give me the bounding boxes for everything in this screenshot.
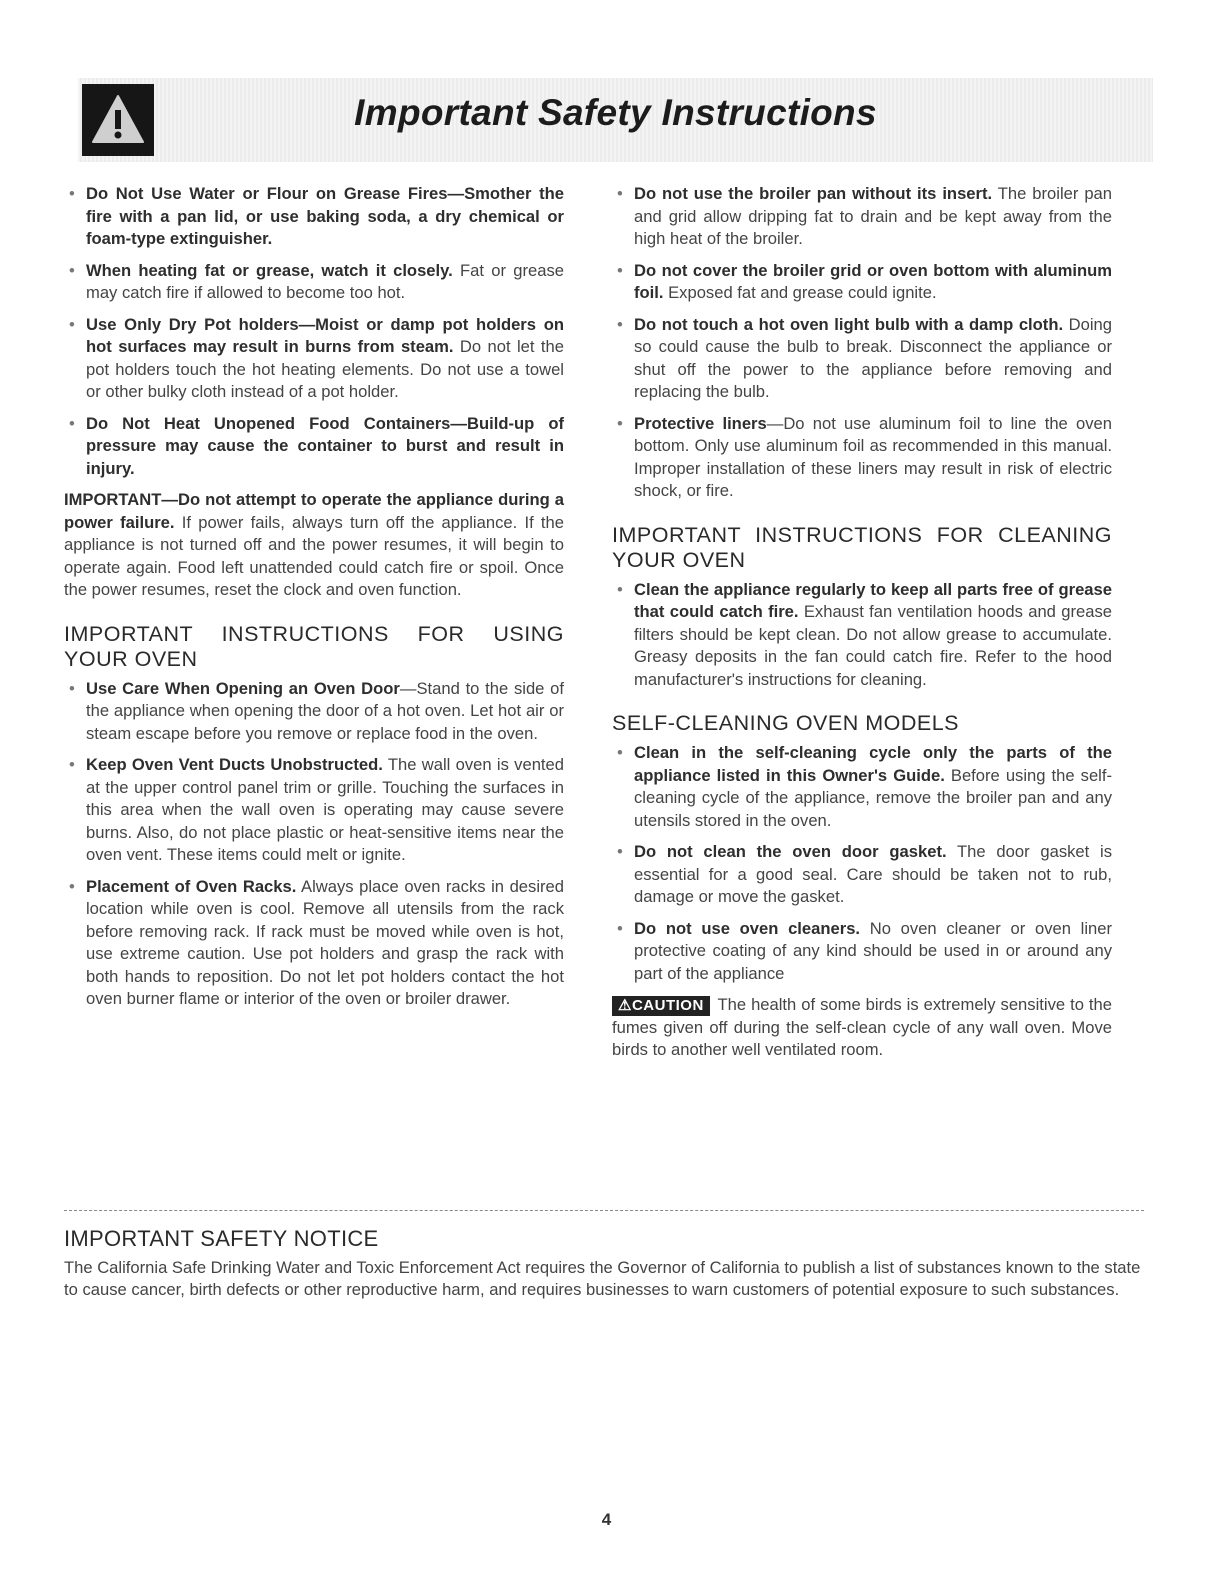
- left-column: [64, 183, 564, 1020]
- list-item: • Do not use oven cleaners. No oven cleaner or oven liner protective coating of any kind should be used in or around any part of the appliance: [617, 918, 1113, 983]
- list-item: • When heating fat or grease, watch it closely. Fat or grease may catch fire if allowed to become too hot.: [69, 260, 564, 302]
- page-title: Important Safety Instructions: [354, 92, 877, 133]
- list-item: • Keep Oven Vent Ducts Unobstructed. The wall oven is vented at the upper control panel trim or grille. Touching the surfaces in this area when the wall oven is operating may cause severe burns. Also, do not place plastic or heat-sensitive items near the oven vent. These items could melt or ignite.: [69, 755, 565, 864]
- cleaning-list: [612, 579, 1112, 692]
- list-item: • Do not clean the oven door gasket. The door gasket is essential for a good seal. Care should be taken not to rub, damage or move the gasket.: [617, 842, 1112, 906]
- list-item: • Placement of Oven Racks. Always place oven racks in desired location while oven is cool. Remove all utensils from the rack before removing rack. If rack must be moved while oven is hot, use extreme caution. Use pot holders and grasp the rack with both hands to reposition. Do not let pot holders contact the hot oven burner flame or interior of the oven or broiler drawer.: [69, 876, 564, 1008]
- self-clean-list: [612, 742, 1112, 985]
- page-number: 4: [601, 1510, 612, 1529]
- using-section-heading: IMPORTANT INSTRUCTIONS FOR USING YOUR OVEN: [64, 621, 564, 671]
- list-item: • Clean in the self-cleaning cycle only the parts of the appliance listed in this Owner's Guide. Before using the self-cleaning cycle of the appliance, remove the broiler pan and any utensils stored in the oven.: [617, 743, 1113, 830]
- caution-triangle-icon: ⚠: [618, 997, 632, 1014]
- list-item: • Do Not Use Water or Flour on Grease Fires—Smother the fire with a pan lid, or use baking soda, a dry chemical or foam-type extinguisher.: [69, 184, 564, 248]
- cleaning-section-heading: IMPORTANT INSTRUCTIONS FOR CLEANING YOUR OVEN: [612, 522, 1112, 572]
- list-item: • Do not use the broiler pan without its insert. The broiler pan and grid allow dripping fat to drain and be kept away from the high heat of the broiler.: [617, 184, 1113, 248]
- list-item: • Protective liners—Do not use aluminum foil to line the oven bottom. Only use aluminum foil as recommended in this manual. Improper installation of these liners may result in risk of electric shock, or fire.: [617, 413, 1112, 500]
- list-item: • Use Only Dry Pot holders—Moist or damp pot holders on hot surfaces may result in burns from steam. Do not let the pot holders touch the hot heating elements. Do not use a towel or other bulky cloth instead of a pot holder.: [69, 314, 564, 401]
- power-failure-paragraph: IMPORTANT—Do not attempt to operate the appliance during a power failure. If power fails, always turn off the appliance. If the appliance is not turned off and the power resumes, it will begin to operate again. Food left unattended could catch fire or spoil. Once the power resumes, reset the clock and oven function.: [64, 490, 564, 599]
- caution-paragraph: ⚠CAUTION The health of some birds is extremely sensitive to the fumes given off during the self-clean cycle of any wall oven. Move birds to another well ventilated room.: [612, 995, 1112, 1059]
- caution-badge: ⚠CAUTION: [612, 996, 710, 1016]
- list-item: • Use Care When Opening an Oven Door—Stand to the side of the appliance when opening the door of a hot oven. Let hot air or steam escape before you remove or replace food in the oven.: [69, 678, 564, 743]
- list-item: • Do not touch a hot oven light bulb with a damp cloth. Doing so could cause the bulb to break. Disconnect the appliance or shut off the power to the appliance before removing and replacing the bulb.: [617, 314, 1113, 401]
- notice-heading: IMPORTANT SAFETY NOTICE: [64, 1226, 379, 1251]
- page-header: [78, 78, 1153, 162]
- list-item: • Do Not Heat Unopened Food Containers—Build-up of pressure may cause the container to burst and result in injury.: [69, 413, 564, 478]
- list-item: • Clean the appliance regularly to keep all parts free of grease that could catch fire. Exhaust fan ventilation hoods and grease filters should be kept clean. Do not allow grease to accumulate. Greasy deposits in the fan could catch fire. Refer to the hood manufacturer's instructions for cleaning.: [617, 579, 1112, 689]
- right-top-list: [612, 183, 1112, 503]
- list-item: • Do not cover the broiler grid or oven bottom with aluminum foil. Exposed fat and grease could ignite.: [617, 260, 1112, 302]
- self-clean-section-heading: SELF-CLEANING OVEN MODELS: [612, 711, 960, 735]
- left-top-list: [64, 183, 564, 480]
- section-divider: [64, 1210, 1144, 1211]
- notice-text: The California Safe Drinking Water and Toxic Enforcement Act requires the Governor of California to publish a list of substances known to the state to cause cancer, birth defects or other reproductive harm, and requires businesses to warn customers of potential exposure to such substances.: [64, 1257, 1141, 1299]
- safety-notice: [64, 1228, 1144, 1302]
- using-list: [64, 678, 564, 1011]
- right-column: [612, 183, 1112, 1072]
